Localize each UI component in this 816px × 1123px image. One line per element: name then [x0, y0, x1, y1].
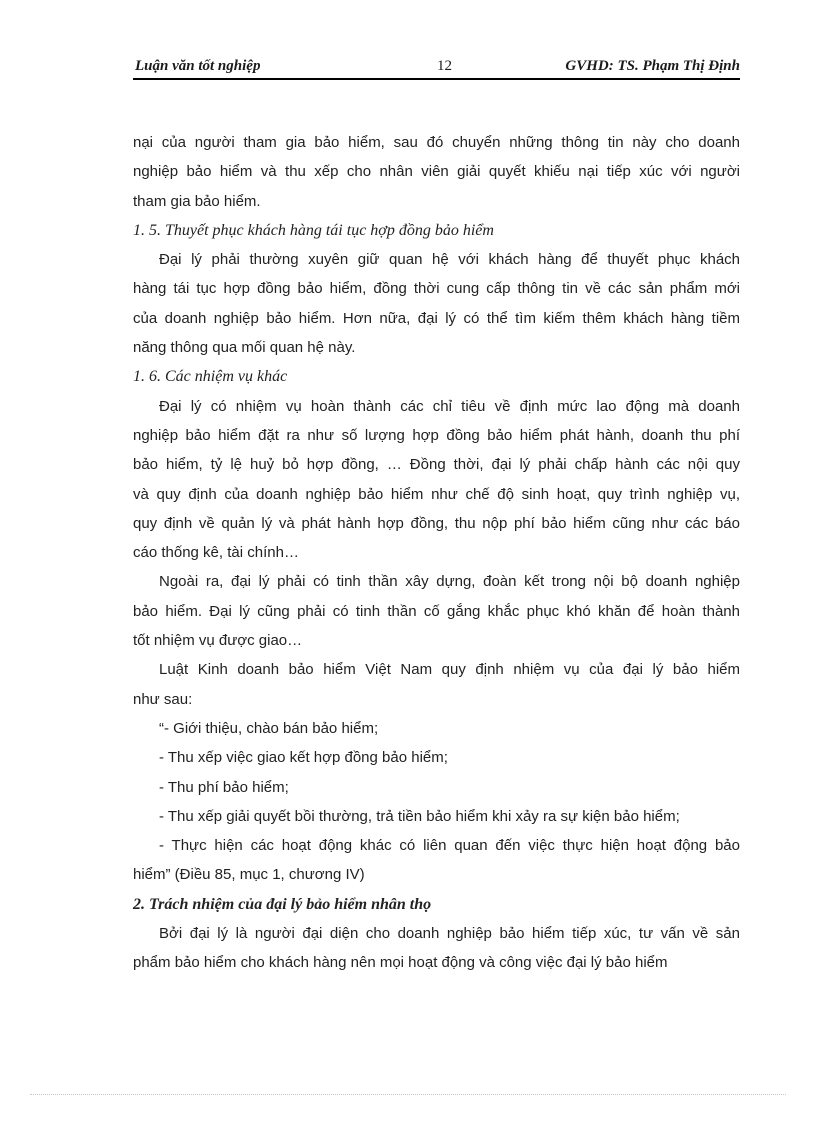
paragraph-line: như sau:	[133, 690, 193, 708]
paragraph-line: Đại lý có nhiệm vụ hoàn thành các chỉ tiêu về định mức lao động mà doanh	[159, 397, 740, 415]
paragraph-line: bảo hiểm, tỷ lệ huỷ bỏ hợp đồng, … Đồng thời, đại lý phải chấp hành các nội quy	[133, 456, 740, 474]
list-item: “- Giới thiệu, chào bán bảo hiểm;	[159, 719, 379, 737]
paragraph-line: hàng tái tục hợp đồng bảo hiểm, đồng thời cung cấp thông tin về các sản phẩm mới	[133, 280, 740, 298]
list-item: - Thu phí bảo hiểm;	[159, 778, 289, 796]
paragraph-line: năng thông qua mối quan hệ này.	[133, 339, 356, 357]
paragraph-line: tốt nhiệm vụ được giao…	[133, 632, 303, 650]
paragraph-line: của doanh nghiệp bảo hiểm. Hơn nữa, đại lý có thể tìm kiếm thêm khách hàng tiềm	[133, 309, 740, 327]
paragraph-line: bảo hiểm. Đại lý cũng phải có tinh thần cố gắng khắc phục khó khăn để hoàn thành	[133, 602, 740, 620]
paragraph-line: Bởi đại lý là người đại diện cho doanh nghiệp bảo hiểm tiếp xúc, tư vấn về sản	[159, 925, 740, 943]
section-heading-1-5: 1. 5. Thuyết phục khách hàng tái tục hợp đồng bảo hiểm	[133, 221, 494, 239]
list-item: - Thu xếp việc giao kết hợp đồng bảo hiểm;	[159, 749, 448, 767]
paragraph-line: và quy định của doanh nghiệp bảo hiểm như chế độ sinh hoạt, quy trình nghiệp vụ,	[133, 485, 740, 503]
document-body	[133, 128, 740, 978]
section-heading-2: 2. Trách nhiệm của đại lý bảo hiểm nhân thọ	[133, 895, 432, 913]
header-supervisor: GVHD: TS. Phạm Thị Định	[565, 58, 740, 74]
paragraph-line: phẩm bảo hiểm cho khách hàng nên mọi hoạt động và công việc đại lý bảo hiểm	[133, 954, 668, 972]
page-bottom-divider	[30, 1094, 786, 1095]
paragraph-line: quy định về quản lý và phát hành hợp đồng, thu nộp phí bảo hiểm cũng như các báo	[133, 514, 740, 532]
paragraph-line: nghiệp bảo hiểm và thu xếp cho nhân viên giải quyết khiếu nại tiếp xúc với người	[133, 163, 740, 181]
paragraph-line: Đại lý phải thường xuyên giữ quan hệ với khách hàng để thuyết phục khách	[159, 251, 740, 269]
paragraph-line: tham gia bảo hiểm.	[133, 192, 261, 210]
paragraph-line: cáo thống kê, tài chính…	[133, 544, 299, 562]
paragraph-line: nại của người tham gia bảo hiểm, sau đó chuyển những thông tin này cho doanh	[133, 134, 740, 151]
page-number: 12	[437, 58, 452, 74]
paragraph-line: Ngoài ra, đại lý phải có tinh thần xây dựng, đoàn kết trong nội bộ doanh nghiệp	[159, 573, 740, 591]
paragraph-line: nghiệp bảo hiểm đặt ra như số lượng hợp đồng bảo hiểm phát hành, doanh thu phí	[133, 426, 740, 444]
list-item: hiểm” (Điều 85, mục 1, chương IV)	[133, 866, 365, 884]
paragraph-line: Luật Kinh doanh bảo hiểm Việt Nam quy định nhiệm vụ của đại lý bảo hiểm	[159, 661, 740, 679]
header-thesis-label: Luận văn tốt nghiệp	[135, 58, 261, 74]
section-heading-1-6: 1. 6. Các nhiệm vụ khác	[133, 368, 288, 386]
list-item: - Thực hiện các hoạt động khác có liên quan đến việc thực hiện hoạt động bảo	[159, 837, 740, 855]
list-item: - Thu xếp giải quyết bồi thường, trả tiền bảo hiểm khi xảy ra sự kiện bảo hiểm;	[159, 807, 680, 825]
page-header	[133, 56, 740, 80]
